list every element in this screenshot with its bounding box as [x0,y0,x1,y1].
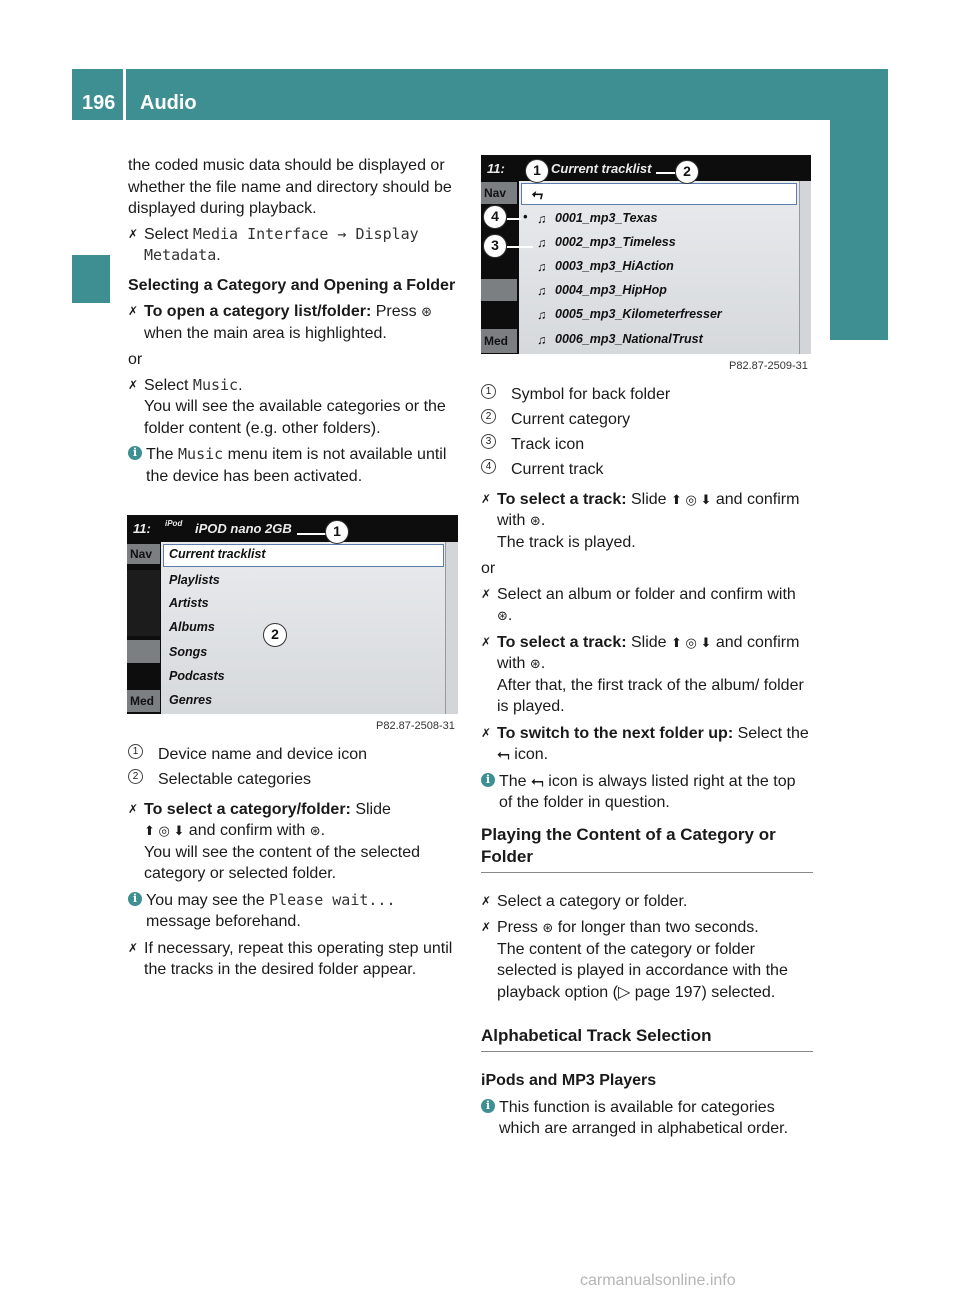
controller-press-icon: ⊛ [529,656,541,671]
watermark: carmanualsonline.info [580,1272,736,1289]
side-dark-block [127,570,160,636]
controller-press-icon: ⊛ [542,920,554,935]
info-icon: i [128,892,142,906]
back-folder-icon: ⮢ [497,746,510,763]
step-select-music: ✗ Select Music. You will see the available categories or the folder content (e.g. other folders). [128,375,446,437]
callout-line [656,172,676,174]
side-media-stub: Med [127,690,160,712]
step-select-track-2: ✗ To select a track: Slide ⬆ ◎ ⬇ and confirm with ⊛. After that, the first track of the album/ folder is played. [481,633,804,715]
callout-1: 1 [325,520,349,544]
step-arrow-icon: ✗ [481,586,492,601]
step-next-folder: ✗ To switch to the next folder up: Select the ⮢ icon. [481,724,809,763]
callout-2: 2 [263,623,287,647]
callout-line [507,218,521,220]
ipod-device-icon: iPod [165,519,183,528]
header-divider [123,69,126,120]
track-icon: ♫ [537,236,547,250]
left-column [128,155,460,492]
step-arrow-icon: ✗ [481,634,492,649]
track-icon: ♫ [537,284,547,298]
subheading-ipods: iPods and MP3 Players [481,1072,657,1089]
category-item: Podcasts [169,669,225,683]
or-text: or [128,351,143,368]
step-select-album: ✗ Select an album or folder and confirm with ⊛. [481,585,796,624]
callout-number: 3 [481,434,496,449]
callout-line [507,246,533,248]
left-column-bottom [128,744,460,986]
callout-number: 2 [128,769,143,784]
controller-slide-icon: ⬆ ◎ ⬇ [671,491,712,507]
track-icon: ♫ [537,260,547,274]
side-tab-label: COMAND APS [862,168,887,318]
step-arrow-icon: ✗ [128,940,139,955]
side-grey-block [481,279,517,301]
controller-press-icon: ⊛ [529,513,541,528]
figure-caption-1: P82.87-2508-31 [376,720,455,732]
track-icon: ♫ [537,212,547,226]
track-item: 0006_mp3_NationalTrust [555,332,703,346]
scrollbar [799,181,811,354]
category-item: Albums [169,620,215,634]
track-item: 0005_mp3_Kilometerfresser [555,307,722,321]
back-folder-row [521,183,797,205]
callout-number: 2 [481,409,496,424]
step-press-long: ✗ Press ⊛ for longer than two seconds. The content of the category or folder selected is played in accordance with the playback option (▷ page 197) selected. [481,919,788,1001]
category-item: Genres [169,693,213,707]
current-track-dot: • [523,210,528,224]
info-icon: i [481,773,495,787]
section-title: Audio [140,92,197,114]
clock: 11: [133,521,151,536]
figure-caption-2: P82.87-2509-31 [729,360,808,372]
right-column [481,384,813,1145]
callout-number: 1 [481,384,496,399]
step-arrow-icon: ✗ [128,304,139,318]
step-open-category: ✗ To open a category list/folder: Press ⊛ when the main area is highlighted. [128,303,432,342]
legend-item-2: 2 Selectable categories [128,769,460,791]
category-item: Songs [169,645,208,659]
info-please-wait: i You may see the Please wait... message beforehand. [128,890,460,933]
track-item: 0002_mp3_Timeless [555,235,676,249]
step-arrow-icon: ✗ [128,801,139,816]
heading-category: Selecting a Category and Opening a Folder [128,276,456,294]
callout-number: 4 [481,459,496,474]
intro-text: the coded music data should be displayed or whether the file name and directory should be displayed during playback. [128,157,452,217]
step-arrow-icon: ✗ [481,491,492,506]
tracklist-title: Current tracklist [551,161,652,176]
callout-line [297,533,327,535]
page-number: 196 [82,92,116,114]
info-back-folder: i The ⮢ icon is always listed right at the top of the folder in question. [481,771,813,814]
track-item: 0001_mp3_Texas [555,211,658,225]
controller-slide-icon: ⬆ ◎ ⬇ [144,823,185,838]
callout-2: 2 [675,160,699,184]
step-arrow-icon: ✗ [128,377,139,392]
info-alphabetical: i This function is available for categories which are arranged in alphabetical order. [481,1097,813,1140]
legend-item-1: 1 Device name and device icon [128,744,460,766]
side-nav-stub: Nav [127,544,160,564]
step-select-category: ✗ To select a category/folder: Slide ⬆ ◎ ⬇ and confirm with ⊛. You will see the content of the selected category or selected folder. [128,800,421,882]
info-icon: i [481,1099,495,1113]
callout-3: 3 [483,234,507,258]
back-folder-icon: ⮢ [531,185,543,201]
step-arrow-icon: ✗ [481,725,492,740]
side-square [72,255,110,303]
clock: 11: [487,161,505,176]
step-select-cat-folder: ✗ Select a category or folder. [481,891,813,913]
screenshot-tracklist [481,155,811,354]
step-arrow-icon: ✗ [128,226,139,241]
side-grey-block [127,640,160,663]
scrollbar [445,542,458,714]
back-folder-icon: ⮢ [531,772,544,790]
step-repeat: ✗ If necessary, repeat this operating step until the tracks in the desired folder appear. [128,939,453,978]
callout-1: 1 [525,159,549,183]
legend-item-3: 3 Track icon [481,434,813,456]
controller-press-icon: ⊛ [309,823,321,838]
track-icon: ♫ [537,308,547,322]
side-nav-stub: Nav [481,182,517,204]
device-title: iPOD nano 2GB [195,521,292,536]
callout-4: 4 [483,205,507,229]
controller-slide-icon: ⬆ ◎ ⬇ [671,634,712,650]
track-icon: ♫ [537,333,547,347]
legend-item-4: 4 Current track [481,459,813,481]
controller-press-icon: ⊛ [421,304,432,319]
legend-item-2: 2 Current category [481,409,813,431]
step-select-track: ✗ To select a track: Slide ⬆ ◎ ⬇ and confirm with ⊛. The track is played. [481,490,800,551]
or-text: or [481,560,496,577]
legend-item-1: 1 Symbol for back folder [481,384,813,406]
info-icon: i [128,446,142,460]
step-arrow-icon: ✗ [481,893,492,908]
info-music: i The Music menu item is not available until the device has been activated. [128,444,460,487]
category-item: Artists [169,596,209,610]
category-item: Playlists [169,573,220,587]
side-media-stub: Med [481,329,517,353]
track-item: 0004_mp3_HipHop [555,283,667,297]
callout-number: 1 [128,744,143,759]
heading-alphabetical: Alphabetical Track Selection [481,1025,813,1052]
controller-press-icon: ⊛ [497,608,508,623]
heading-playing-content: Playing the Content of a Category or Folder [481,824,813,873]
step-select-metadata: ✗ Select Media Interface → Display Metadata. [128,224,419,264]
screenshot-ipod-categories [127,515,458,714]
track-item: 0003_mp3_HiAction [555,259,674,273]
category-item: Current tracklist [169,547,266,561]
step-arrow-icon: ✗ [481,920,492,934]
